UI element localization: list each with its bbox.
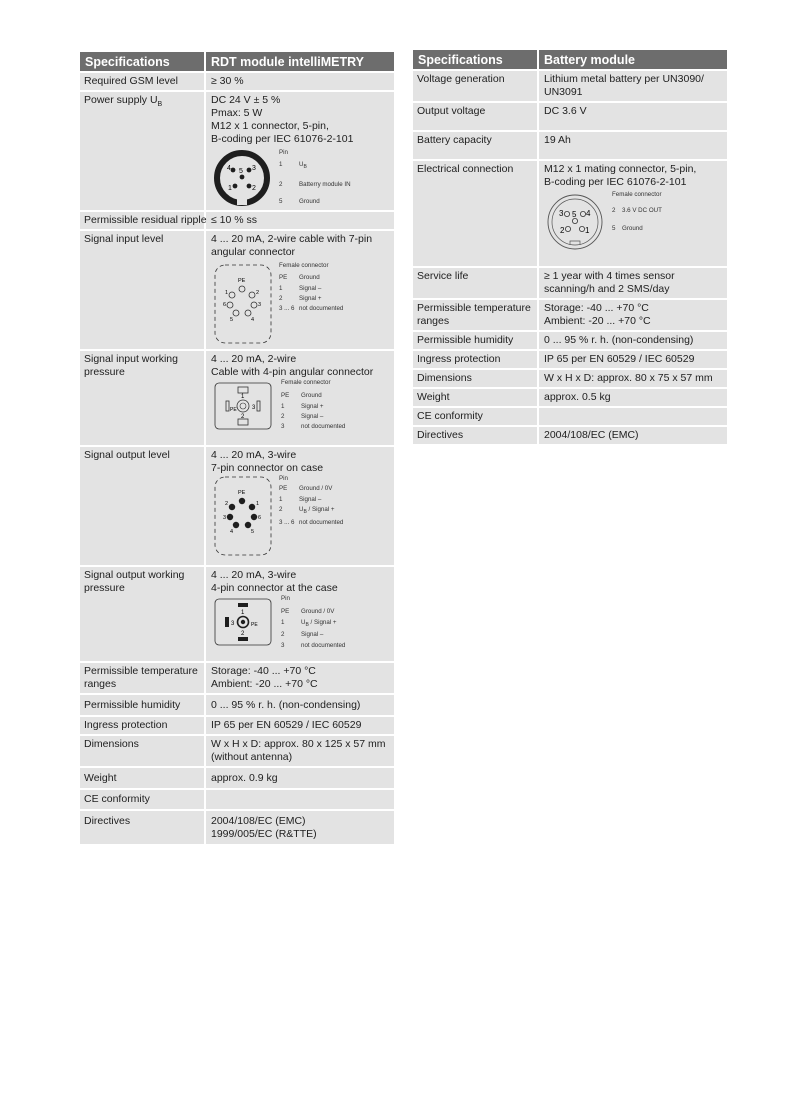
row-label: Required GSM level xyxy=(80,73,206,90)
row-signal-input-level xyxy=(80,231,394,349)
row-output-voltage xyxy=(413,103,727,130)
row-label: Weight xyxy=(80,768,206,788)
pin-number: 3 xyxy=(252,404,256,411)
row-label: Ingress protection xyxy=(80,717,206,734)
row-label: Permissible residual ripple xyxy=(80,212,206,229)
row-label: Signal input working pressure xyxy=(80,351,206,445)
row-label: Service life xyxy=(413,268,539,298)
row-value: W x H x D: approx. 80 x 75 x 57 mm xyxy=(539,370,727,387)
row-label: Output voltage xyxy=(413,103,539,130)
row-label: Dimensions xyxy=(413,370,539,387)
row-signal-output-pressure xyxy=(80,567,394,661)
row-value xyxy=(539,408,727,425)
table-header xyxy=(80,52,394,71)
pin-number: 5 xyxy=(239,168,243,175)
battery-module-spec-table xyxy=(413,48,727,446)
row-value: 4 ... 20 mA, 2-wire Cable with 4-pin angular connector 1 PE 3 2 Female connector PE Ground 1 Signal + 2 Signal – 3 not documented xyxy=(206,351,394,445)
row-ingress-protection xyxy=(413,351,727,368)
row-label: Battery capacity xyxy=(413,132,539,159)
pin-number: PE xyxy=(251,621,258,628)
pin-number: 5 xyxy=(230,316,234,323)
row-label: Dimensions xyxy=(80,736,206,766)
row-value: Storage: -40 ... +70 °C Ambient: -20 ... +70 °C xyxy=(539,300,727,330)
pin-legend: Female connector PE Ground 1 Signal + 2 Signal – 3 not documented xyxy=(281,378,346,431)
row-label: CE conformity xyxy=(413,408,539,425)
pin-number: 1 xyxy=(228,185,232,192)
pin-number: PE xyxy=(238,277,246,284)
7-pin-female-connector-icon xyxy=(211,263,273,345)
pin-number: 2 xyxy=(241,413,245,420)
row-temperature xyxy=(413,300,727,330)
row-label: Electrical connection xyxy=(413,161,539,266)
pin-legend: Pin PE Ground / 0V 1 Signal – 2 $U_B$ / Signal + 3 ... 6 not documented xyxy=(279,474,344,526)
row-service-life xyxy=(413,268,727,298)
row-value: 2004/108/EC (EMC) xyxy=(539,427,727,444)
pin-number: 5 xyxy=(251,528,255,535)
pin-number: 6 xyxy=(223,301,227,308)
m12-male-connector-icon xyxy=(211,150,273,206)
7-pin-male-connector-icon xyxy=(211,475,273,557)
row-humidity xyxy=(413,332,727,349)
pin-number: 4 xyxy=(227,165,231,172)
row-value: 0 ... 95 % r. h. (non-condensing) xyxy=(539,332,727,349)
m12-female-connector-icon xyxy=(544,191,606,253)
row-value: 2004/108/EC (EMC) 1999/005/EC (R&TTE) xyxy=(206,811,394,844)
pin-number: 4 xyxy=(251,316,255,323)
row-label: Weight xyxy=(413,389,539,406)
rdt-module-spec-table xyxy=(80,50,394,846)
row-electrical-connection xyxy=(413,161,727,266)
row-label: Permissible humidity xyxy=(80,695,206,715)
pin-legend: Pin PE Ground / 0V 1 $U_B$ / Signal + 2 Signal – 3 not documented xyxy=(281,594,346,649)
row-label: Directives xyxy=(80,811,206,844)
pin-number: 4 xyxy=(586,209,591,218)
pin-number: 3 xyxy=(559,209,564,218)
row-value: ≤ 10 % ss xyxy=(206,212,394,229)
pin-number: 4 xyxy=(230,528,234,535)
row-value: W x H x D: approx. 80 x 125 x 57 mm (without antenna) xyxy=(206,736,394,766)
4-pin-angular-connector-figure xyxy=(211,379,390,433)
header-specifications: Specifications xyxy=(80,52,206,71)
row-value: 4 ... 20 mA, 2-wire cable with 7-pin angular connector PE 1 2 6 3 5 4 Female connector PE Ground 1 Signal – 2 Signal + 3 ... 6 not documented xyxy=(206,231,394,349)
row-label: Permissible temperature ranges xyxy=(413,300,539,330)
pin-number: 2 xyxy=(241,630,245,637)
row-label: CE conformity xyxy=(80,790,206,809)
pin-number: 2 xyxy=(252,185,256,192)
row-signal-output-level xyxy=(80,447,394,565)
row-signal-input-pressure xyxy=(80,351,394,445)
row-value: 19 Ah xyxy=(539,132,727,159)
row-label: Voltage generation xyxy=(413,71,539,101)
pin-legend: Female connector PE Ground 1 Signal – 2 Signal + 3 ... 6 not documented xyxy=(279,261,344,313)
row-value: approx. 0.9 kg xyxy=(206,768,394,788)
pin-number: 3 xyxy=(223,514,227,521)
row-battery-capacity xyxy=(413,132,727,159)
pin-number: 3 xyxy=(258,301,262,308)
row-gsm-level xyxy=(80,73,394,90)
row-voltage-generation xyxy=(413,71,727,101)
row-humidity xyxy=(80,695,394,715)
header-specifications: Specifications xyxy=(413,50,539,69)
4-pin-male-connector-icon xyxy=(211,595,275,649)
pin-legend: Female connector 2 3.6 V DC OUT 5 Ground xyxy=(612,191,662,232)
row-temperature xyxy=(80,663,394,693)
row-value: IP 65 per EN 60529 / IEC 60529 xyxy=(206,717,394,734)
row-ce-conformity xyxy=(413,408,727,425)
row-value: approx. 0.5 kg xyxy=(539,389,727,406)
row-value: 4 ... 20 mA, 3-wire 4-pin connector at the case 1 3 PE 2 Pin PE Ground / 0V 1 $U_B$ / Signal + 2 Signal – 3 not documented xyxy=(206,567,394,661)
row-weight xyxy=(80,768,394,788)
header-rdt-module: RDT module intelliMETRY xyxy=(206,52,394,71)
row-power-supply xyxy=(80,92,394,210)
row-value: M12 x 1 mating connector, 5-pin, B-coding per IEC 61076-2-101 3 5 4 2 1 Female connector 2 3.6 V DC OUT 5 Ground xyxy=(539,161,727,266)
row-value: DC 3.6 V xyxy=(539,103,727,130)
m12-connector-figure xyxy=(211,150,390,208)
pin-number: 2 xyxy=(225,500,229,507)
pin-number: 1 xyxy=(241,393,245,400)
row-ingress-protection xyxy=(80,717,394,734)
row-label: Permissible temperature ranges xyxy=(80,663,206,693)
row-label: Power supply $U_B$ xyxy=(80,92,206,210)
row-value: Lithium metal battery per UN3090/ UN3091 xyxy=(539,71,727,101)
row-directives xyxy=(413,427,727,444)
row-weight xyxy=(413,389,727,406)
row-label: Signal input level xyxy=(80,231,206,349)
row-label: Signal output working pressure xyxy=(80,567,206,661)
row-label: Signal output level xyxy=(80,447,206,565)
pin-number: 1 xyxy=(256,500,260,507)
row-value: 4 ... 20 mA, 3-wire 7-pin connector on case PE 2 1 3 6 4 5 Pin PE Ground / 0V 1 Signal – 2 $U_B$ / Signal + 3 ... 6 not documented xyxy=(206,447,394,565)
row-value xyxy=(206,790,394,809)
row-directives xyxy=(80,811,394,844)
row-label: Ingress protection xyxy=(413,351,539,368)
pin-legend: Pin 1 $U_B$ 2 Batterry module IN 5 Ground xyxy=(279,149,351,206)
row-value: IP 65 per EN 60529 / IEC 60529 xyxy=(539,351,727,368)
table-header xyxy=(413,50,727,69)
row-value: ≥ 30 % xyxy=(206,73,394,90)
row-label: Directives xyxy=(413,427,539,444)
pin-number: 2 xyxy=(256,289,260,296)
m12-mating-connector-figure xyxy=(544,191,723,253)
pin-number: 2 xyxy=(560,226,565,235)
pin-number: 1 xyxy=(225,289,229,296)
row-value: DC 24 V ± 5 % Pmax: 5 W M12 x 1 connector, 5-pin, B-coding per IEC 61076-2-101 4 5 3 1 2 Pin 1 $U_B$ 2 Batterry module IN 5 Ground xyxy=(206,92,394,210)
row-residual-ripple xyxy=(80,212,394,229)
row-dimensions xyxy=(413,370,727,387)
pin-number: PE xyxy=(230,406,237,413)
row-ce-conformity xyxy=(80,790,394,809)
row-value: 0 ... 95 % r. h. (non-condensing) xyxy=(206,695,394,715)
pin-number: 5 xyxy=(572,210,577,219)
header-battery-module: Battery module xyxy=(539,50,727,69)
row-label: Permissible humidity xyxy=(413,332,539,349)
pin-number: PE xyxy=(238,489,246,496)
pin-number: 3 xyxy=(231,620,235,627)
pin-number: 1 xyxy=(585,226,590,235)
7-pin-case-connector-figure xyxy=(211,475,390,557)
7-pin-angular-connector-figure xyxy=(211,263,390,345)
row-value: Storage: -40 ... +70 °C Ambient: -20 ... +70 °C xyxy=(206,663,394,693)
pin-number: 3 xyxy=(252,165,256,172)
4-pin-case-connector-figure xyxy=(211,595,390,651)
row-value: ≥ 1 year with 4 times sensor scanning/h and 2 SMS/day xyxy=(539,268,727,298)
pin-number: 6 xyxy=(258,514,262,521)
pin-number: 1 xyxy=(241,609,245,616)
4-pin-female-connector-icon xyxy=(211,379,275,433)
row-dimensions xyxy=(80,736,394,766)
